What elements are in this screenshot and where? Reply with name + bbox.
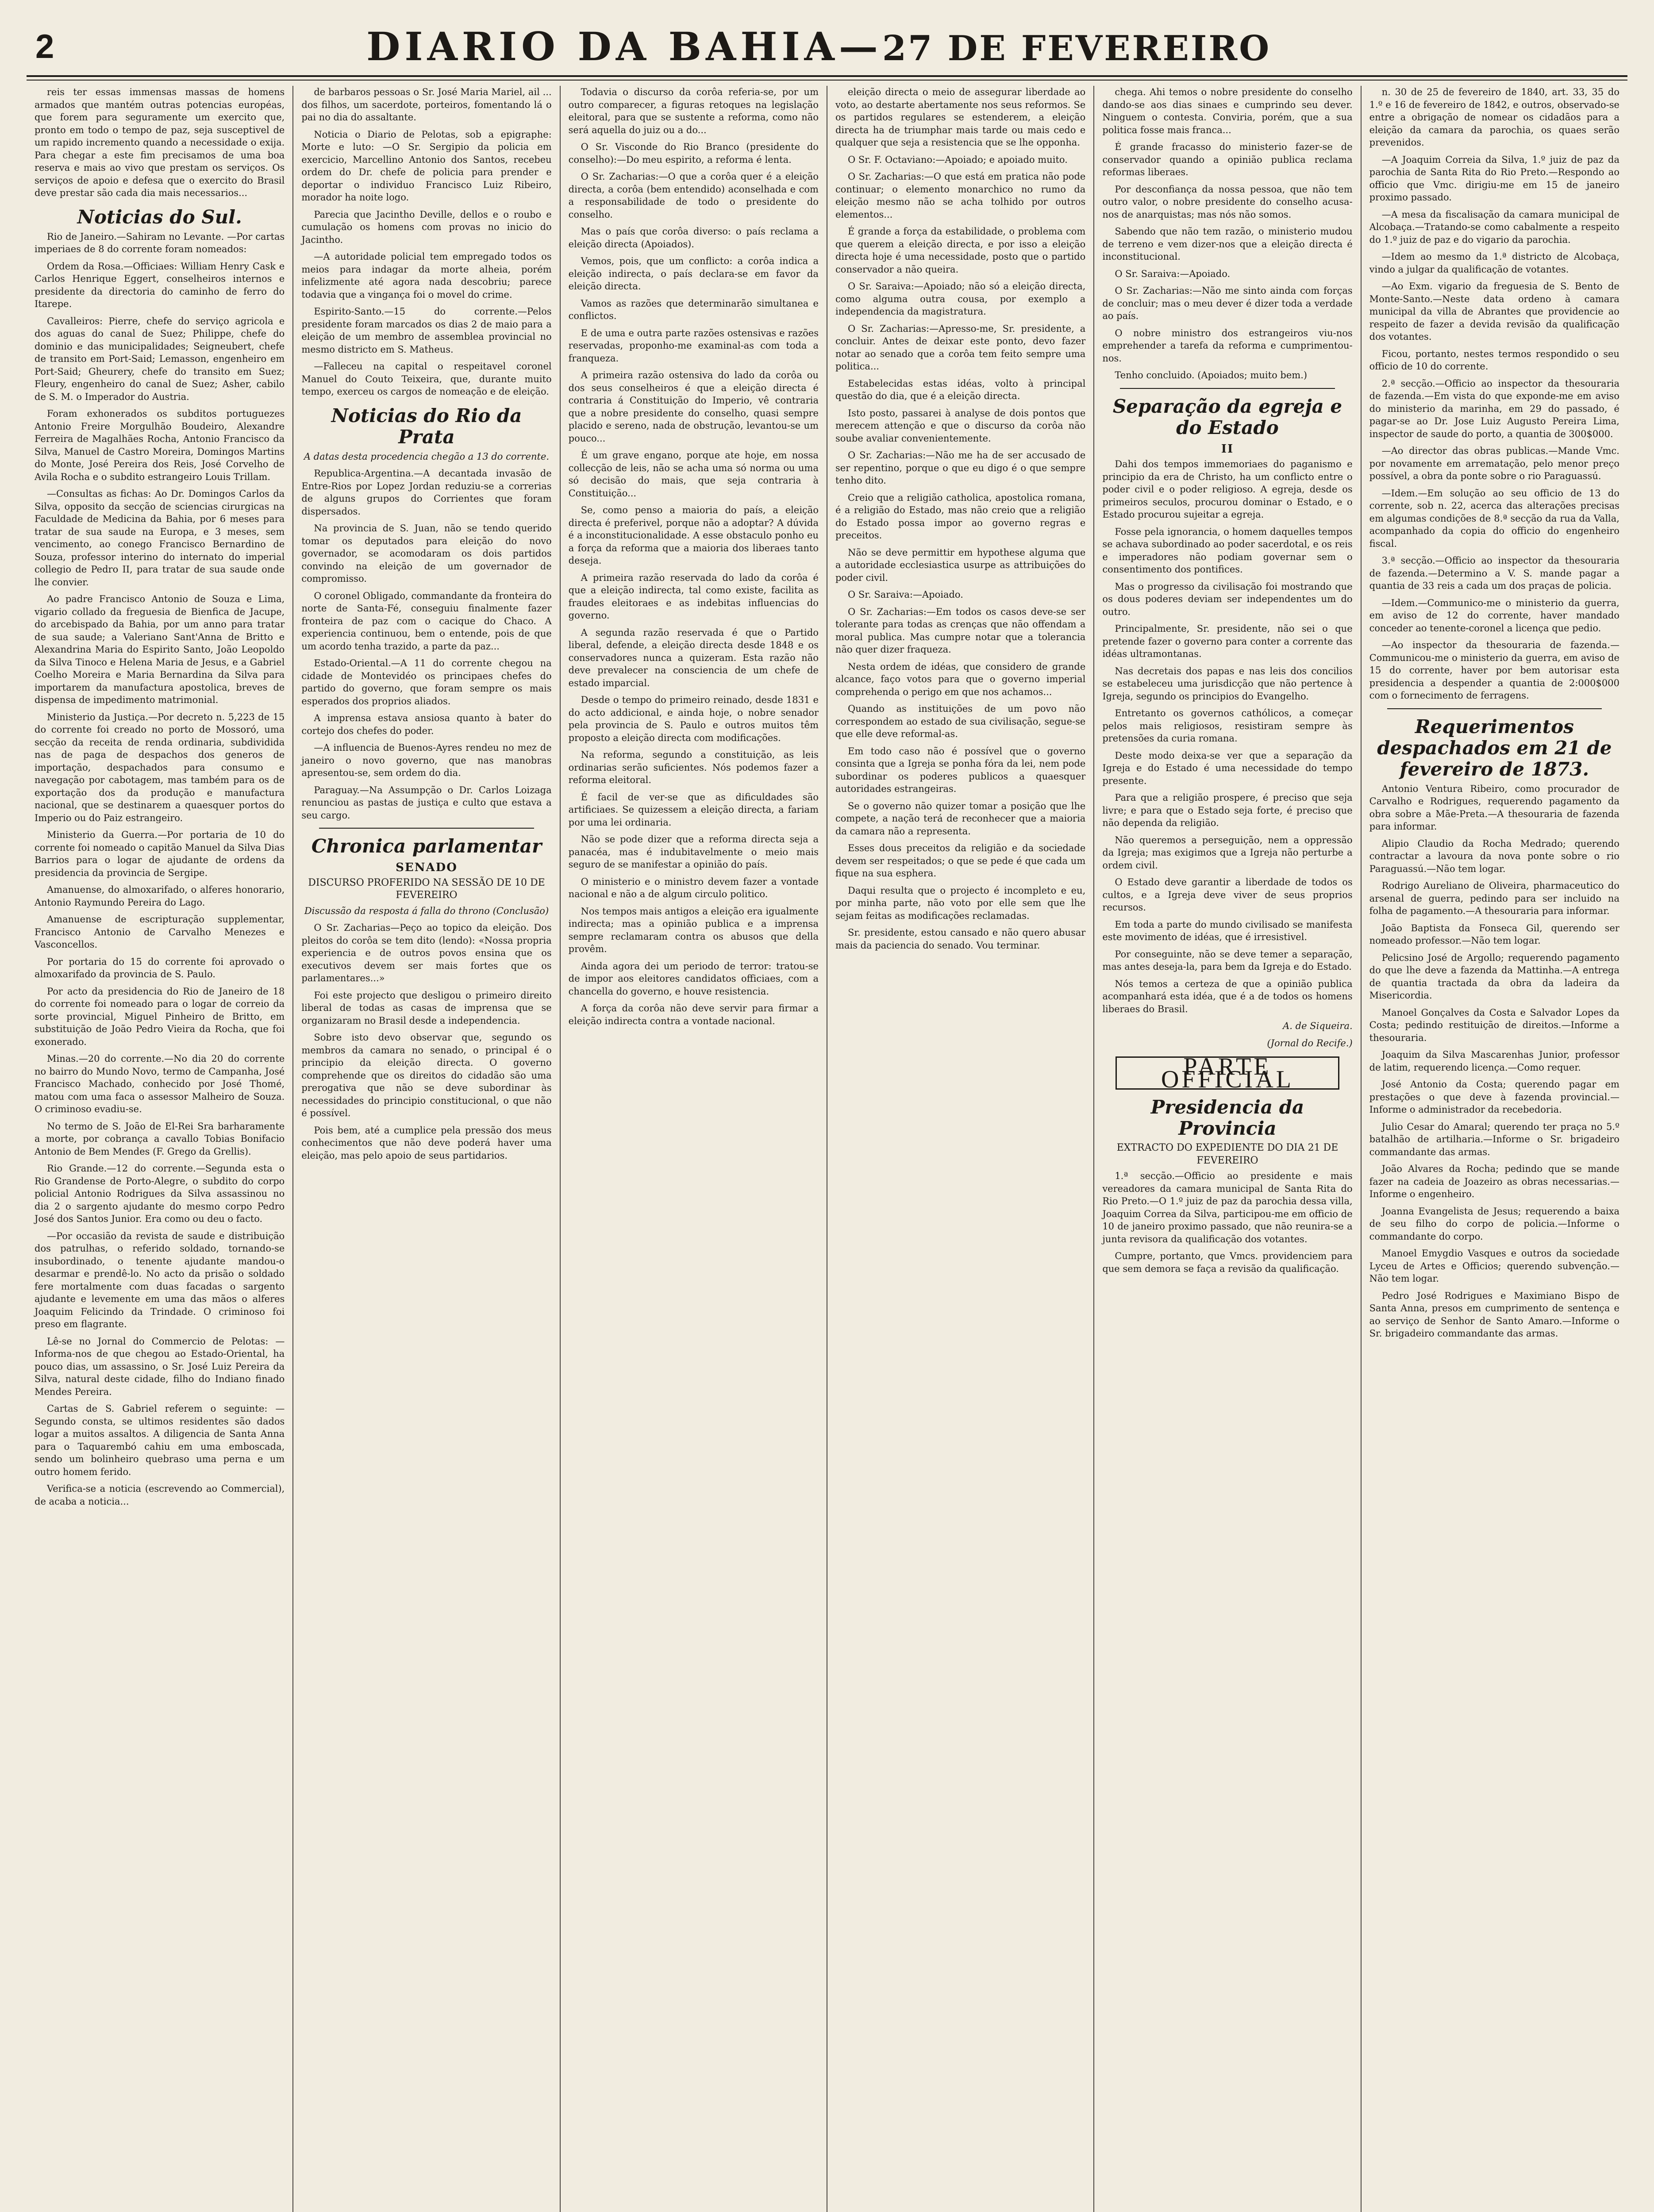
article-paragraph: Julio Cesar do Amaral; querendo ter praça no 5.º batalhão de artilharia.—Informe o Sr. brigadeiro commandante das armas.: [1369, 1121, 1619, 1157]
article-paragraph: Quando as instituições de um povo não correspondem ao estado de sua civilisação, segue-se que elle deve reformal-as.: [835, 703, 1086, 739]
article-paragraph: O coronel Obligado, commandante da fronteira do norte de Santa-Fé, conseguiu finalmente fazer fronteira de paz com o cacique do Chaco. A experiencia continuou, bem o entende, pois de que um acordo tenha trazido, a parte da paz...: [301, 590, 552, 652]
article-paragraph: Ao padre Francisco Antonio de Souza e Lima, vigario collado da freguesia de Bienfica de Jacupe, do arcebispado da Bahia, por um anno para tratar de sua saude; a Valeriano Sant'Anna de Britto e Alexandrina Maria do Espirito Santo, João Leopoldo da Silva Tinoco e Helena Maria de Jesus, e a Gabriel Coelho Moreira e Maria Bernardina da Silva para importarem da manufactura apostolica, breves de dispensa de impedimento matrimonial.: [35, 594, 285, 705]
article-paragraph: Isto posto, passarei à analyse de dois pontos que merecem attenção e que o discurso da corôa não soube avaliar convenientemente.: [835, 407, 1086, 444]
article-paragraph: Antonio Ventura Ribeiro, como procurador de Carvalho e Rodrigues, requerendo pagamento da obra sobre a Mãe-Preta.—A thesouraria de fazenda para informar.: [1369, 783, 1619, 832]
article-paragraph: A primeira razão ostensiva do lado da corôa ou dos seus conselheiros é que a eleição directa é contraria á Constituição do Imperio, vê contraria que a nobre presidente do conselho, quasi sempre placido e sereno, nada de obstrução, levantou-se um pouco...: [568, 370, 819, 444]
article-paragraph: O ministerio e o ministro devem fazer a vontade nacional e não a de algum circulo politico.: [568, 876, 819, 899]
parte-official-banner: PARTE OFFICIAL: [1115, 1056, 1339, 1090]
newspaper-title: DIARIO DA BAHIA—27 DE FEVEREIRO: [366, 23, 1271, 69]
article-paragraph: Manoel Emygdio Vasques e outros da sociedade Lyceu de Artes e Officios; querendo subvenção.—Não tem logar.: [1369, 1248, 1619, 1284]
article-paragraph: Esses dous preceitos da religião e da sociedade devem ser respeitados; o que se pede é que cada um fique na sua esphera.: [835, 843, 1086, 879]
article-paragraph: A primeira razão reservada do lado da corôa é que a eleição indirecta, tal como existe, facilita as fraudes eleitoraes e as indebitas influencias do governo.: [568, 572, 819, 621]
section-heading-prata: Noticias do Rio da Prata: [331, 404, 522, 448]
article-paragraph: Alipio Claudio da Rocha Medrado; querendo contractar a lavoura da nova ponte sobre o rio Paraguassú.—Não tem logar.: [1369, 838, 1619, 874]
article-paragraph: Por conseguinte, não se deve temer a separação, mas antes deseja-la, para bem da Igreja e do Estado.: [1102, 949, 1353, 972]
article-paragraph: Por acto da presidencia do Rio de Janeiro de 18 do corrente foi nomeado para o logar de correio da sorte provincial, Miguel Pinheiro de Britto, em substituição de João Pedro Vieira da Rocha, que foi exonerado.: [35, 986, 285, 1047]
article-paragraph: Principalmente, Sr. presidente, não sei o que pretende fazer o governo para conter a corrente das idéas ultramontanas.: [1102, 623, 1353, 659]
article-paragraph: Tenho concluido. (Apoiados; muito bem.): [1115, 370, 1308, 380]
article-paragraph: Espirito-Santo.—15 do corrente.—Pelos presidente foram marcados os dias 2 de maio para a eleição de um membro de assemblea provincial no mesmo districto em S. Matheus.: [301, 306, 552, 355]
article-paragraph: Paraguay.—Na Assumpção o Dr. Carlos Loizaga renunciou as pastas de justiça e culto que estava a seu cargo.: [301, 784, 552, 821]
article-paragraph: 3.ª secção.—Officio ao inspector da thesouraria de fazenda.—Determino a V. S. mande pagar a quantia de 33 reis a cada um dos praças de policia.: [1369, 555, 1619, 591]
column-5: [1094, 86, 1361, 2212]
article-paragraph: O Sr. Zacharias:—O que a corôa quer é a eleição directa, a corôa (bem entendido) aconselhada e com a responsabilidade de todo o presidente do conselho.: [568, 171, 819, 220]
article-paragraph: Deste modo deixa-se ver que a separação da Igreja e do Estado é uma necessidade do tempo presente.: [1102, 750, 1353, 786]
article-paragraph: Creio que a religião catholica, apostolica romana, é a religião do Estado, mas não creio que a religião do Estado possa impor ao governo regras e preceitos.: [835, 492, 1086, 541]
section-heading-sul: Noticias do Sul.: [77, 206, 242, 228]
column-3: [561, 86, 827, 2212]
article-paragraph: Ministerio da Justiça.—Por decreto n. 5,223 de 15 do corrente foi creado no porto de Mossoró, uma secção da receita de renda ordinaria, subdividida nas de paga de despachos dos generos de importação, despachados para consumo e navegação por cabotagem, mas também para os de exportação dos da produção e manufactura nacional, que se destinarem a quaesquer portos do Imperio ou do Paiz estrangeiro.: [35, 711, 285, 823]
article-paragraph: —A influencia de Buenos-Ayres rendeu no mez de janeiro o novo governo, que nas manobras apresentou-se, sem ordem do dia.: [301, 742, 552, 778]
article-paragraph: O Sr. Visconde do Rio Branco (presidente do conselho):—Do meu espirito, a reforma é lenta.: [568, 142, 819, 165]
article-paragraph: de barbaros pessoas o Sr. José Maria Mariel, ail ... dos filhos, um sacerdote, porteiros, fomentando lá o pai no dia do assaltante.: [301, 87, 552, 123]
article-paragraph: O Sr. Zacharias:—Apresso-me, Sr. presidente, a concluir. Antes de deixar este ponto, devo fazer notar ao senado que a corôa tem feito sempre uma politica...: [835, 323, 1086, 372]
article-paragraph: Mas o país que corôa diverso: o país reclama a eleição directa (Apoiados).: [568, 226, 819, 250]
article-paragraph: Sabendo que não tem razão, o ministerio mudou de terreno e vem dizer-nos que a eleição directa é inconstitucional.: [1102, 226, 1353, 262]
article-paragraph: O Sr. Zacharias:—O que está em pratica não pode continuar; o elemento monarchico no rumo da eleição mesmo não se acha tolhido por outros elementos...: [835, 171, 1086, 220]
article-paragraph: Pois bem, até a cumplice pela pressão dos meus conhecimentos que não deve poderá haver uma eleição, mas pelo apoio de seus partidarios.: [301, 1125, 552, 1161]
article-paragraph: Foram exhonerados os subditos portuguezes Antonio Freire Morgulhão Boudeiro, Alexandre Ferreira de Magalhães Rocha, Antonio Francisco da Silva, Manuel de Castro Moreira, Domingos Martins do Monte, José Pereira dos Reis, José Corvelho de Avila Rocha e o subdito estrangeiro Louis Trillam.: [35, 408, 285, 482]
section-heading-chronica: Chronica parlamentar: [311, 835, 542, 857]
article-paragraph: Republica-Argentina.—A decantada invasão de Entre-Rios por Lopez Jordan reduziu-se a correrias de alguns grupos do Corrientes que foram dispersados.: [301, 468, 552, 517]
article-paragraph: —Consultas as fichas: Ao Dr. Domingos Carlos da Silva, opposito da secção de sciencias cirurgicas na Faculdade de Medicina da Bahia, por 6 meses para tratar de sua saude na Europa, e 3 meses, sem vencimento, ao conego Francisco Bernardino de Souza, professor interino do internato do imperial collegio de Pedro II, para tratar de sua saude onde lhe convier.: [35, 488, 285, 588]
article-paragraph: —A mesa da fiscalisação da camara municipal de Alcobaça.—Tratando-se como cabalmente a respeito do 1.º juiz de paz e do vigario da parochia.: [1369, 209, 1619, 245]
article-paragraph: Em todo caso não é possível que o governo consinta que a Igreja se ponha fóra da lei, nem pode subordinar os poderes publicos a quaesquer autoridades estrangeiras.: [835, 745, 1086, 794]
article-paragraph: —Ao director das obras publicas.—Mande Vmc. por novamente em arrematação, pelo menor preço possível, a obra da ponte sobre o rio Paraguassú.: [1369, 445, 1619, 481]
article-paragraph: Ordem da Rosa.—Officiaes: William Henry Cask e Carlos Henrique Eggert, conselheiros internos e presidente da directoria do caminho de ferro do Itarepe.: [35, 261, 285, 309]
columns: [27, 86, 1627, 2212]
article-paragraph: O Sr. Zacharias:—Não me ha de ser accusado de ser repentino, porque o que eu digo é o que sempre tenho dito.: [835, 450, 1086, 486]
article-paragraph: E de uma e outra parte razões ostensivas e razões reservadas, proponho-me examinal-as com toda a franqueza.: [568, 327, 819, 364]
article-paragraph: n. 30 de 25 de fevereiro de 1840, art. 33, 35 do 1.º e 16 de fevereiro de 1842, e outros, observado-se entre a obrigação de nomear os cidadãos para a eleição da camara da parochia, os quaes serão prevenidos.: [1369, 87, 1619, 148]
article-paragraph: Rio de Janeiro.—Sahiram no Levante. —Por cartas imperiaes de 8 do corrente foram nomeados:: [35, 231, 285, 254]
article-paragraph: João Alvares da Rocha; pedindo que se mande fazer na cadeia de Joazeiro as obras necessarias.—Informe o engenheiro.: [1369, 1164, 1619, 1199]
article-paragraph: A força da corôa não deve servir para firmar a eleição indirecta contra a vontade nacional.: [568, 1003, 819, 1026]
article-paragraph: Cavalleiros: Pierre, chefe do serviço agricola e dos aguas do canal de Suez; Philippe, chefe do dominio e das municipalidades; Seigneubert, chefe de transito em Port-Said; Lemasson, engenheiro em Port-Said; Gheurery, chefe do transito em Suez; Fleury, engenheiro do canal de Suez; Asher, cabilo de S. M. o Imperador do Austria.: [35, 315, 285, 402]
article-paragraph: Dahi dos tempos immemoriaes do paganismo e principio da era de Christo, ha um conflicto entre o poder civil e o poder religioso. A egreja, desde os primeiros seculos, procurou dominar o Estado, e o Estado procurou sujeitar a egreja.: [1102, 459, 1353, 520]
article-paragraph: Se, como penso a maioria do país, a eleição directa é preferivel, porque não a adoptar? A dúvida é a inconstitucionalidade. A esse obstaculo ponho eu a força da reforma que a maioria dos liberaes tanto deseja.: [568, 505, 819, 566]
article-paragraph: Pedro José Rodrigues e Maximiano Bispo de Santa Anna, presos em cumprimento de sentença e ao serviço de Senhor de Santo Amaro.—Informe o Sr. brigadeiro commandante das armas.: [1369, 1290, 1619, 1339]
source-note: (Jornal do Recife.): [1267, 1037, 1353, 1048]
article-paragraph: Se o governo não quizer tomar a posição que lhe compete, a nação terá de reconhecer que a maioria da camara não a representa.: [835, 800, 1086, 837]
article-paragraph: Não queremos a perseguição, nem a oppressão da Igreja; mas exigimos que a Igreja não perturbe a ordem civil.: [1102, 834, 1353, 871]
author-signature: A. de Siqueira.: [1283, 1021, 1353, 1031]
article-paragraph: O Sr. Zacharias:—Em todos os casos deve-se ser tolerante para todas as crenças que não offendam a moral publica. Mas cumpre notar que a tolerancia não quer dizer fraqueza.: [835, 606, 1086, 655]
article-paragraph: Rio Grande.—12 do corrente.—Segunda esta o Rio Grandense de Porto-Alegre, o subdito do corpo policial Antonio Rodrigues da Silva assassinou no dia 2 o sargento ajudante do mesmo corpo Pedro José dos Santos Junior. Era como ou deu o facto.: [35, 1163, 285, 1224]
article-paragraph: —Idem.—Em solução ao seu officio de 13 do corrente, sob n. 22, acerca das alterações precisas em algumas condições de 8.ª secção da rua da Valla, acompanhado da copia do officio do engenheiro fiscal.: [1369, 488, 1619, 549]
speech-title: DISCURSO PROFERIDO NA SESSÃO DE 10 DE FEVEREIRO: [308, 877, 545, 901]
column-4: [827, 86, 1094, 2212]
article-paragraph: Minas.—20 do corrente.—No dia 20 do corrente no bairro do Mundo Novo, termo de Campanha, José Francisco Machado, conhecido por José Thomé, matou com uma faca o assessor Malheiro de Souza. O criminoso evadiu-se.: [35, 1053, 285, 1114]
chamber-label: SENADO: [396, 861, 458, 874]
article-paragraph: O Sr. F. Octaviano:—Apoiado; e apoiado muito.: [847, 154, 1068, 165]
section-heading-separacao: Separação da egreja e do Estado: [1112, 395, 1342, 438]
article-paragraph: Em toda a parte do mundo civilisado se manifesta este movimento de idéas, que é irresistivel.: [1102, 919, 1353, 942]
article-paragraph: Não se pode dizer que a reforma directa seja a panacéa, mas é indubitavelmente o meio mais seguro de se manifestar a opinião do país.: [568, 834, 819, 870]
article-paragraph: Amanuense, do almoxarifado, o alferes honorario, Antonio Raymundo Pereira do Lago.: [35, 884, 285, 908]
divider: [319, 828, 534, 829]
article-paragraph: Amanuense de escripturação supplementar, Francisco Antonio de Carvalho Menezes e Vasconcellos.: [35, 914, 285, 950]
article-paragraph: O Sr. Zacharias:—Não me sinto ainda com forças de concluir; mas o meu dever é dizer toda a verdade ao país.: [1102, 285, 1353, 321]
article-paragraph: Manoel Gonçalves da Costa e Salvador Lopes da Costa; pedindo restituição de direitos.—Informe a thesouraria.: [1369, 1007, 1619, 1043]
article-paragraph: —Ao Exm. vigario da freguesia de S. Bento de Monte-Santo.—Neste data ordeno à camara municipal da villa de Abrantes que providencie ao respeito de fazer a devida revisão da qualificação dos votantes.: [1369, 281, 1619, 342]
article-paragraph: —Por occasião da revista de saude e distribuição dos patrulhas, o referido soldado, tornando-se insubordinado, o tenente ajudante mandou-o desarmar e prendê-lo. No acto da prisão o soldado fere mortalmente com duas facadas o sargento ajudante e levemente em uma das mãos o alferes Joaquim Felicindo da Trindade. O criminoso foi preso em flagrante.: [35, 1230, 285, 1329]
article-paragraph: O Sr. Saraiva:—Apoiado.: [1115, 268, 1231, 279]
article-paragraph: José Antonio da Costa; querendo pagar em prestações o que deve à fazenda provincial.—Informe o administrador da recebedoria.: [1369, 1079, 1619, 1115]
article-paragraph: chega. Ahi temos o nobre presidente do conselho dando-se aos dias sinaes e cumprindo seu dever. Ninguem o contesta. Conviria, porém, que a sua politica fosse mais franca...: [1102, 87, 1353, 135]
article-paragraph: O nobre ministro dos estrangeiros viu-nos emprehender a tarefa da reforma e cumprimentou-nos.: [1102, 327, 1353, 364]
article-paragraph: Entretanto os governos cathólicos, a começar pelos mais religiosos, resistiram sempre às pretensões da curia romana.: [1102, 708, 1353, 744]
article-paragraph: Vemos, pois, que um conflicto: a corôa indica a eleição indirecta, o país declara-se em favor da eleição directa.: [568, 256, 819, 292]
article-paragraph: Na provincia de S. Juan, não se tendo querido tomar os deputados para eleição do novo governador, se acomodaram os dois partidos convindo na eleição de um governador de compromisso.: [301, 523, 552, 584]
article-paragraph: O Estado deve garantir a liberdade de todos os cultos, e a Igreja deve viver de seus proprios recursos.: [1102, 877, 1353, 913]
article-paragraph: Nesta ordem de idéas, que considero de grande alcance, faço votos para que o governo imperial comprehenda o perigo em que nos achamos...: [835, 661, 1086, 697]
article-paragraph: Lê-se no Jornal do Commercio de Pelotas: —Informa-nos de que chegou ao Estado-Oriental, ha pouco dias, um assassino, o Sr. José Luiz Pereira da Silva, natural deste cidade, filho do Indiano finado Mendes Pereira.: [35, 1336, 285, 1397]
expediente-subtitle: EXTRACTO DO EXPEDIENTE DO DIA 21 DE FEVEREIRO: [1116, 1142, 1339, 1166]
section-heading-presidencia: Presidencia da Provincia: [1150, 1096, 1304, 1139]
article-paragraph: É grande fracasso do ministerio fazer-se de conservador quando a opinião publica reclama reformas liberaes.: [1102, 142, 1353, 177]
article-paragraph: Por desconfiança da nossa pessoa, que não tem outro valor, o nobre presidente do conselho acusa-nos de anarquistas; mas nós não somos.: [1102, 184, 1353, 220]
article-paragraph: —Idem ao mesmo da 1.ª districto de Alcobaça, vindo a julgar da qualificação de votantes.: [1369, 251, 1619, 275]
divider: [1120, 388, 1335, 389]
article-paragraph: Sr. presidente, estou cansado e não quero abusar mais da paciencia do senado. Vou terminar.: [835, 927, 1086, 951]
article-paragraph: reis ter essas immensas massas de homens armados que mantém outras potencias européas, que forem para seguramente um exercito que, pronto em todo o tempo de paz, seja susceptivel de um rapido incremento quando a necessidade o exija. Para chegar a este fim precisamos de uma boa reserva e mais ao vivo que prestam os serviços. Os serviços de apoio e defesa que o exercito do Brasil deve prestar são cada dia mais necessarios...: [35, 87, 285, 198]
article-paragraph: Ficou, portanto, nestes termos respondido o seu officio de 10 do corrente.: [1369, 348, 1619, 372]
page-number: 2: [35, 27, 54, 65]
article-paragraph: A datas desta procedencia chegão a 13 do corrente.: [304, 451, 550, 462]
article-paragraph: —Idem.—Communico-me o ministerio da guerra, em aviso de 12 do corrente, haver mandado conceder ao tenente-coronel a licença que pedio.: [1369, 597, 1619, 634]
article-paragraph: Ministerio da Guerra.—Por portaria de 10 do corrente foi nomeado o capitão Manuel da Silva Dias Barrios para o logar de ajudante de ordens da presidencia da provincia de Sergipe.: [35, 830, 285, 878]
section-heading-requerimentos: Requerimentos despachados em 21 de fevereiro de 1873.: [1377, 715, 1612, 780]
article-paragraph: A imprensa estava ansiosa quanto à bater do cortejo dos chefes do poder.: [301, 713, 552, 736]
article-paragraph: Cumpre, portanto, que Vmcs. providenciem para que sem demora se faça a revisão da qualificação.: [1102, 1251, 1353, 1274]
article-paragraph: Pelicsino José de Argollo; requerendo pagamento do que lhe deve a fazenda da Mattinha.—A entrega de quantia tractada da obra da ladeira da Misericordia.: [1369, 952, 1619, 1001]
article-paragraph: É facil de ver-se que as dificuldades são artificiaes. Se quizessem a eleição directa, a fariam por uma lei ordinaria.: [568, 791, 819, 828]
article-paragraph: —Ao inspector da thesouraria de fazenda.—Communicou-me o ministerio da guerra, em aviso de 15 do corrente, haver por bem autorisar esta presidencia a despender a quantia de 2:000$000 com o fornecimento de ferragens.: [1369, 640, 1619, 701]
article-paragraph: O Sr. Zacharias—Peço ao topico da eleição. Dos pleitos do corôa se tem dito (lendo): «Nossa propria experiencia e de outros povos ensina que os executivos devem ser mais fortes que os parlamentares...»: [301, 922, 552, 983]
article-paragraph: Todavia o discurso da corôa referia-se, por um outro comparecer, a figuras retoques na legislação eleitoral, para que se sustente a reforma, como não será aquella do juiz ou a do...: [568, 87, 819, 135]
article-paragraph: Joaquim da Silva Mascarenhas Junior, professor de latim, requerendo licença.—Como requer.: [1369, 1049, 1619, 1073]
article-paragraph: 2.ª secção.—Officio ao inspector da thesouraria de fazenda.—Em vista do que exponde-me em aviso do ministerio da marinha, em 29 do passado, é pagar-se ao Dr. Jose Luiz Augusto Pereira Lima, inspector de saude do porto, a quantia de 300$000.: [1369, 378, 1619, 439]
article-paragraph: —Falleceu na capital o respeitavel coronel Manuel do Couto Teixeira, que, durante muito tempo, exerceu os cargos de nomeação e de eleição.: [301, 361, 552, 397]
article-paragraph: Noticia o Diario de Pelotas, sob a epigraphe: Morte e luto: —O Sr. Sergipio da policia em exercicio, Marcellino Antonio dos Santos, recebeu ordem do Dr. chefe de policia para prender e deportar o individuo Francisco Luiz Ribeiro, morador ha noite logo.: [301, 129, 552, 203]
article-paragraph: Vamos as razões que determinarão simultanea e conflictos.: [568, 298, 819, 321]
divider: [1387, 708, 1602, 709]
article-paragraph: A segunda razão reservada é que o Partido liberal, defende, a eleição directa desde 1848 e os conservadores nunca a quizeram. Esta razão não deve prevalecer na consciencia de um chefe de estado imparcial.: [568, 627, 819, 688]
article-paragraph: É um grave engano, porque ate hoje, em nossa collecção de leis, não se acha uma só norma ou uma só decisão do mais, que seja contraria à Constituição...: [568, 450, 819, 499]
article-paragraph: Ainda agora dei um periodo de terror: tratou-se de impor aos eleitores candidatos officiaes, com a chancella do governo, e houve resistencia.: [568, 960, 819, 997]
article-paragraph: No termo de S. João de El-Rei Sra barharamente a morte, por cobrança a cavallo Tobias Bonifacio Antonio de Bem Mendes (F. Grego da Grellis).: [35, 1121, 285, 1157]
article-paragraph: Nas decretais dos papas e nas leis dos concilios se estabeleceu uma jurisdicção que não pertence à Igreja, segundo os principios do Evangelho.: [1102, 665, 1353, 702]
article-paragraph: Estabelecidas estas idéas, volto à principal questão do dia, que é a eleição directa.: [835, 378, 1086, 401]
article-paragraph: Por portaria do 15 do corrente foi aprovado o almoxarifado da provincia de S. Paulo.: [35, 956, 285, 979]
column-6: [1362, 86, 1627, 2212]
article-paragraph: Não se deve permittir em hypothese alguma que a autoridade ecclesiastica usurpe as attribuições do poder civil.: [835, 547, 1086, 583]
article-paragraph: Fosse pela ignorancia, o homem daquelles tempos se achava subordinado ao poder sacerdotal, e os reis e imperadores não podiam governar sem o consentimento dos pontifices.: [1102, 526, 1353, 575]
article-paragraph: Daqui resulta que o projecto é incompleto e eu, por minha parte, não voto por elle sem que lhe sejam feitas as modificações reclamadas.: [835, 885, 1086, 921]
article-paragraph: Cartas de S. Gabriel referem o seguinte: —Segundo consta, se ultimos residentes são dados logar a muitos assaltos. A diligencia de Santa Anna para o Taquarembó cahiu em uma emboscada, sendo um bolinheiro quebraso uma perna e um outro homem ferido.: [35, 1403, 285, 1477]
article-paragraph: —A Joaquim Correia da Silva, 1.º juiz de paz da parochia de Santa Rita do Rio Preto.—Respondo ao officio que Vmc. dirigiu-me em 15 de janeiro proximo passado.: [1369, 154, 1619, 203]
article-paragraph: O Sr. Saraiva:—Apoiado; não só a eleição directa, como alguma outra cousa, por exemplo a independencia da magistratura.: [835, 281, 1086, 317]
article-paragraph: Estado-Oriental.—A 11 do corrente chegou na cidade de Montevidéo os principaes chefes do partido do governo, que foram sempre os mais esperados dos proprios aliados.: [301, 658, 552, 707]
article-paragraph: 1.ª secção.—Officio ao presidente e mais vereadores da camara municipal de Santa Rita do Rio Preto.—O 1.º juiz de paz da parochia dessa villa, Joaquim Correa da Silva, participou-me em officio de 10 de janeiro proximo passado, que não reunira-se a junta revisora da qualificação dos votantes.: [1102, 1171, 1353, 1244]
article-paragraph: Desde o tempo do primeiro reinado, desde 1831 e do acto addicional, e ainda hoje, o nobre senador pela provincia de S. Paulo e outros muitos têm proposto a eleição directa com modificações.: [568, 695, 819, 743]
column-1: [27, 86, 293, 2212]
article-paragraph: —A autoridade policial tem empregado todos os meios para indagar da morte alheia, porém infelizmente até agora nada descobriu; parece todavia que a vingança foi o movel do crime.: [301, 251, 552, 300]
issue-date: 27 DE FEVEREIRO: [882, 28, 1271, 69]
article-paragraph: eleição directa o meio de assegurar liberdade ao voto, ao destarte abertamente nos seus reformos. Se os partidos regulares se estenderem, a eleição directa ha de triumphar mais tarde ou mais cedo e qualquer que seja a resistencia que se lhe opponha.: [835, 87, 1086, 148]
masthead: [27, 18, 1627, 77]
article-paragraph: Mas o progresso da civilisação foi mostrando que os dous poderes deviam ser independentes um do outro.: [1102, 581, 1353, 617]
article-paragraph: É grande a força da estabilidade, o problema com que querem a eleição directa, e por isso a eleição directa hoje é uma necessidade, posto que o partido conservador a não queira.: [835, 226, 1086, 275]
article-paragraph: Foi este projecto que desligou o primeiro direito liberal de todas as casas de imprensa que se organizaram no Brasil desde a independencia.: [301, 990, 552, 1026]
section-number: II: [1221, 442, 1234, 456]
article-paragraph: Nós temos a certeza de que a opinião publica acompanhará esta idéa, que é a de todos os homens liberaes do Brasil.: [1102, 978, 1353, 1014]
article-paragraph: João Baptista da Fonseca Gil, querendo ser nomeado professor.—Não tem logar.: [1369, 922, 1619, 946]
article-paragraph: Nos tempos mais antigos a eleição era igualmente indirecta; mas a opinião publica e a imprensa sempre reclamaram contra os abusos que della provêm.: [568, 906, 819, 954]
article-paragraph: Joanna Evangelista de Jesus; requerendo a baixa de seu filho do corpo de policia.—Informe o commandante do corpo.: [1369, 1206, 1619, 1242]
article-paragraph: Verifica-se a noticia (escrevendo ao Commercial), de acaba a noticia...: [35, 1483, 285, 1507]
article-paragraph: Sobre isto devo observar que, segundo os membros da camara no senado, o principal é o principio da eleição directa. O governo comprehende que os direitos do cidadão são uma prerogativa que não se deve subordinar às necessidades do principio constitucional, o que não é possível.: [301, 1032, 552, 1118]
column-2: [293, 86, 560, 2212]
article-paragraph: Na reforma, segundo a constituição, as leis ordinarias serão suficientes. Nós podemos fazer a reforma eleitoral.: [568, 749, 819, 785]
article-paragraph: O Sr. Saraiva:—Apoiado.: [847, 589, 963, 600]
speech-subtitle: Discussão da resposta á falla do throno (Conclusão): [304, 905, 549, 916]
article-paragraph: Rodrigo Aureliano de Oliveira, pharmaceutico do arsenal de guerra, pedindo para ser incluido na folha de pagamento.—A thesouraria para informar.: [1369, 880, 1619, 916]
newspaper-name: DIARIO DA BAHIA: [366, 23, 839, 69]
article-paragraph: Para que a religião prospere, é preciso que seja livre; e para que o Estado seja forte, é preciso que não dependa da religião.: [1102, 792, 1353, 828]
article-paragraph: Parecia que Jacintho Deville, dellos e o roubo e cumulação os homens com provas no inicio do Jacintho.: [301, 209, 552, 245]
